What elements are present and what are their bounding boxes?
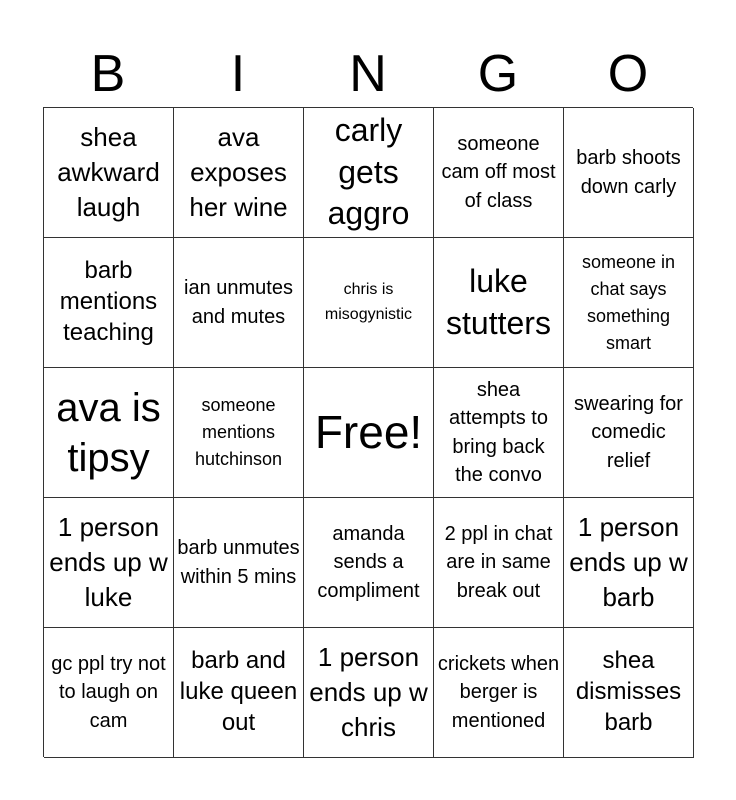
header-letter-b: B — [90, 45, 126, 103]
bingo-cell[interactable]: amanda sends a compliment — [304, 498, 434, 628]
bingo-cell[interactable]: barb mentions teaching — [44, 238, 174, 368]
bingo-cell[interactable]: crickets when berger is mentioned — [434, 628, 564, 758]
header-letter-i: I — [230, 45, 246, 103]
bingo-cell[interactable]: barb and luke queen out — [174, 628, 304, 758]
bingo-cell[interactable]: shea awkward laugh — [44, 108, 174, 238]
bingo-cell[interactable]: barb shoots down carly — [564, 108, 694, 238]
bingo-header — [43, 40, 693, 108]
bingo-cell[interactable]: gc ppl try not to laugh on cam — [44, 628, 174, 758]
header-letter-n: N — [349, 45, 387, 103]
bingo-cell[interactable]: shea attempts to bring back the convo — [434, 368, 564, 498]
header-letter-o: O — [607, 45, 649, 103]
header-letter-g: G — [477, 45, 519, 103]
bingo-cell[interactable]: shea dismisses barb — [564, 628, 694, 758]
bingo-cell[interactable]: swearing for comedic relief — [564, 368, 694, 498]
bingo-cell[interactable]: 1 person ends up w barb — [564, 498, 694, 628]
bingo-cell[interactable]: luke stutters — [434, 238, 564, 368]
bingo-cell[interactable]: 1 person ends up w chris — [304, 628, 434, 758]
bingo-cell[interactable]: barb unmutes within 5 mins — [174, 498, 304, 628]
bingo-cell[interactable]: someone cam off most of class — [434, 108, 564, 238]
bingo-cell[interactable]: carly gets aggro — [304, 108, 434, 238]
bingo-cell[interactable]: ian unmutes and mutes — [174, 238, 304, 368]
bingo-cell[interactable]: ava is tipsy — [44, 368, 174, 498]
bingo-board — [43, 107, 693, 757]
bingo-cell[interactable]: chris is misogynistic — [304, 238, 434, 368]
free-space[interactable]: Free! — [304, 368, 434, 498]
bingo-cell[interactable]: someone mentions hutchinson — [174, 368, 304, 498]
bingo-cell[interactable]: 1 person ends up w luke — [44, 498, 174, 628]
bingo-cell[interactable]: 2 ppl in chat are in same break out — [434, 498, 564, 628]
bingo-cell[interactable]: someone in chat says something smart — [564, 238, 694, 368]
bingo-cell[interactable]: ava exposes her wine — [174, 108, 304, 238]
